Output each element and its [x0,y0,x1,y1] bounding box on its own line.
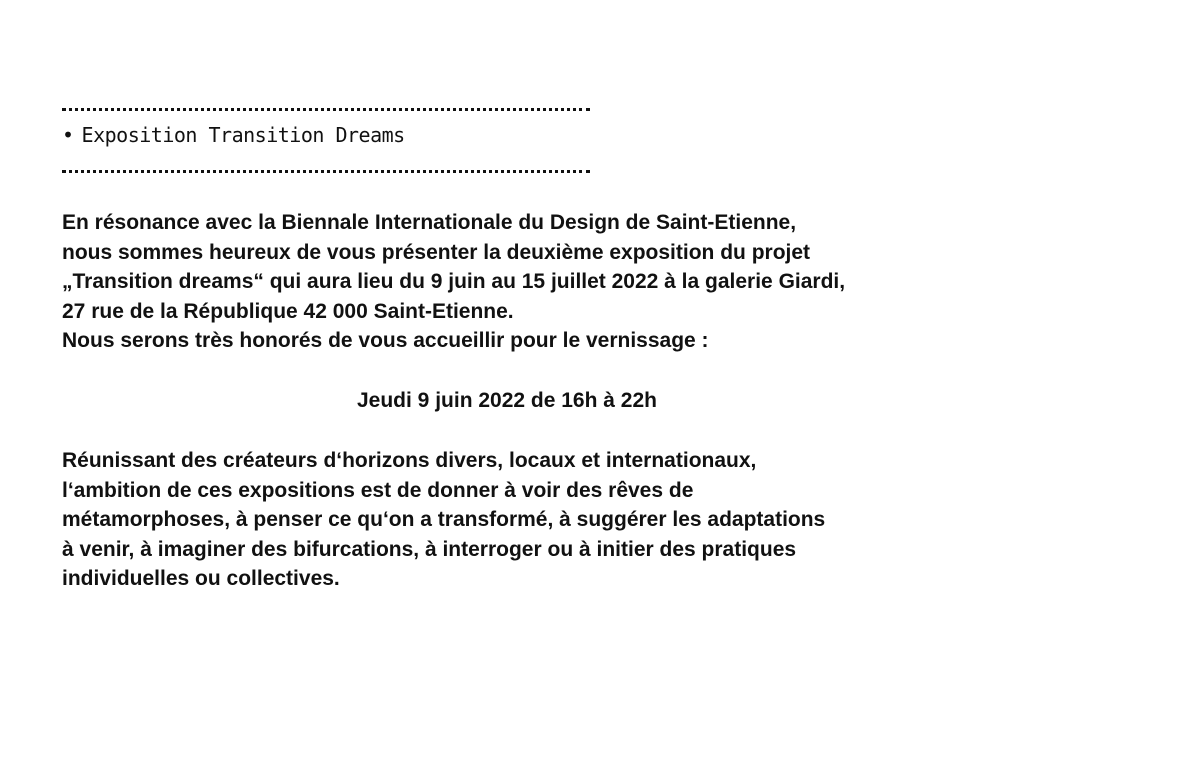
event-date: Jeudi 9 juin 2022 de 16h à 22h [357,389,657,412]
dotted-divider-bottom [62,170,590,173]
description-line: métamorphoses, à penser ce qu‘on a transformé, à suggérer les adaptations [62,508,826,532]
intro-line: Nous serons très honorés de vous accueillir pour le vernissage : [62,329,709,353]
intro-paragraph [62,208,1062,356]
intro-line: 27 rue de la République 42 000 Saint-Etienne. [62,299,514,323]
page-title: Exposition Transition Dreams [81,123,405,147]
description-line: individuelles ou collectives. [62,567,340,591]
intro-line: En résonance avec la Biennale Internationale du Design de Saint-Etienne, [62,211,797,234]
intro-line: „Transition dreams“ qui aura lieu du 9 juin au 15 juillet 2022 à la galerie Giardi, [62,270,846,294]
intro-line: nous sommes heureux de vous présenter la deuxième exposition du projet [62,240,811,264]
description-paragraph [62,446,1062,594]
section-heading [62,122,405,148]
dotted-divider-top [62,108,590,111]
description-line: l‘ambition de ces expositions est de donner à voir des rêves de [62,478,694,502]
description-line: Réunissant des créateurs d‘horizons divers, locaux et internationaux, [62,449,757,472]
description-line: à venir, à imaginer des bifurcations, à interroger ou à initier des pratiques [62,537,797,561]
bullet-icon: • [62,123,74,147]
